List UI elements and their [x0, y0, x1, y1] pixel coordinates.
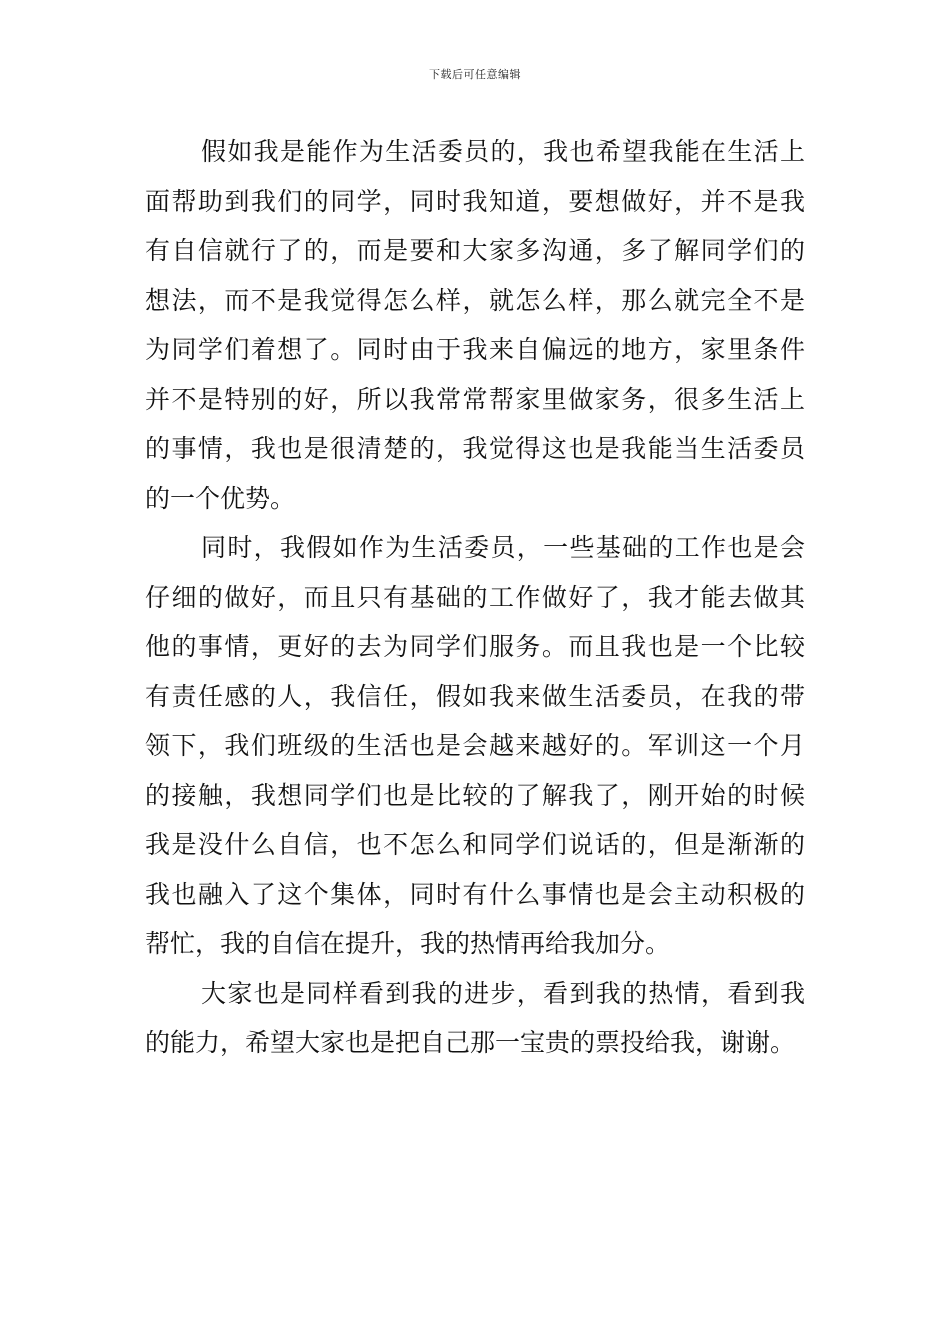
paragraph-line: 有责任感的人，我信任，假如我来做生活委员，在我的带 [145, 681, 805, 711]
paragraph-line: 的事情，我也是很清楚的，我觉得这也是我能当生活委员 [145, 434, 805, 463]
document-body [145, 127, 805, 1068]
paragraph-line: 的接触，我想同学们也是比较的了解我了，刚开始的时候 [145, 780, 805, 810]
paragraph-1 [145, 127, 805, 523]
paragraph-line: 假如我是能作为生活委员的，我也希望我能在生活上 [201, 137, 805, 166]
paragraph-2 [145, 523, 805, 969]
paragraph-line: 为同学们着想了。同时由于我来自偏远的地方，家里条件 [145, 335, 805, 364]
paragraph-line: 我是没什么自信，也不怎么和同学们说话的，但是渐渐的 [145, 830, 805, 859]
paragraph-line: 我也融入了这个集体，同时有什么事情也是会主动积极的 [145, 879, 805, 909]
page-header: 下载后可任意编辑 [429, 68, 521, 81]
paragraph-3 [145, 969, 805, 1068]
paragraph-line: 大家也是同样看到我的进步，看到我的热情，看到我 [201, 978, 805, 1008]
paragraph-line: 面帮助到我们的同学，同时我知道，要想做好，并不是我 [145, 186, 805, 216]
paragraph-line: 帮忙，我的自信在提升，我的热情再给我加分。 [145, 929, 671, 958]
paragraph-line: 有自信就行了的，而是要和大家多沟通，多了解同学们的 [145, 236, 805, 265]
paragraph-line: 的能力，希望大家也是把自己那一宝贵的票投给我，谢谢。 [145, 1028, 796, 1057]
paragraph-line: 他的事情，更好的去为同学们服务。而且我也是一个比较 [145, 632, 805, 661]
paragraph-line: 的一个优势。 [145, 483, 296, 513]
paragraph-line: 同时，我假如作为生活委员，一些基础的工作也是会 [201, 533, 805, 562]
paragraph-line: 领下，我们班级的生活也是会越来越好的。军训这一个月 [145, 731, 805, 760]
paragraph-line: 仔细的做好，而且只有基础的工作做好了，我才能去做其 [145, 582, 805, 612]
paragraph-line: 并不是特别的好，所以我常常帮家里做家务，很多生活上 [145, 384, 805, 414]
paragraph-line: 想法，而不是我觉得怎么样，就怎么样，那么就完全不是 [145, 285, 805, 315]
